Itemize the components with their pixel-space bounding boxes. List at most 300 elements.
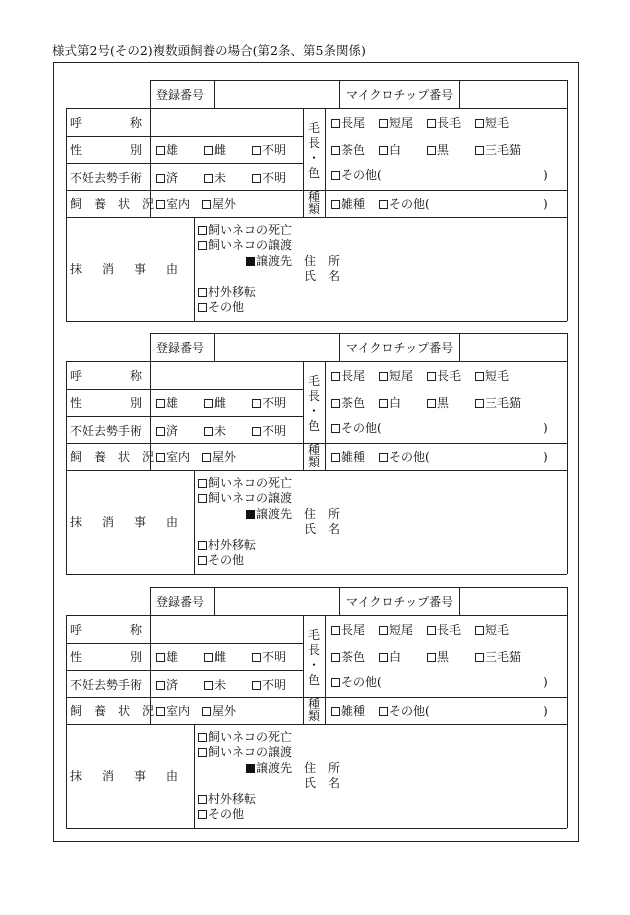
checkbox-icon[interactable] [252, 427, 261, 436]
checkbox-icon[interactable] [379, 200, 388, 209]
checkbox-icon[interactable] [331, 171, 340, 180]
breed-mixed-option[interactable] [331, 197, 365, 211]
registration-number-label: 登録番号 [156, 88, 205, 102]
breed-label-char: 類 [307, 202, 320, 216]
cancellation-reason-label: 抹 消 事 由 [70, 769, 183, 783]
checkbox-label: 短尾 [389, 623, 414, 637]
header-divider [339, 80, 340, 108]
neuter-unknown-option[interactable] [252, 171, 286, 185]
reason-transfer-option[interactable] [198, 745, 292, 759]
reason-other-option[interactable] [198, 553, 244, 567]
checkbox-label: 白 [389, 143, 402, 157]
header-divider [459, 587, 460, 615]
checkbox-icon[interactable] [252, 146, 261, 155]
checkbox-icon[interactable] [475, 626, 484, 635]
cancel-divider [194, 217, 195, 321]
checkbox-icon[interactable] [379, 372, 388, 381]
transfer-name-label: 氏 名 [304, 269, 341, 283]
checkbox-icon[interactable] [198, 494, 207, 503]
name-label: 呼 称 [70, 623, 143, 637]
breed-other-option[interactable] [379, 450, 430, 464]
checkbox-icon[interactable] [379, 399, 388, 408]
checkbox-icon[interactable] [204, 427, 213, 436]
checkbox-icon[interactable] [475, 399, 484, 408]
header-divider [150, 587, 151, 615]
color-black-option[interactable] [427, 650, 449, 664]
checkbox-icon[interactable] [204, 681, 213, 690]
breed-label-char: 類 [307, 455, 320, 469]
checkbox-icon[interactable] [331, 399, 340, 408]
cancel-divider [194, 470, 195, 574]
checkbox-icon[interactable] [156, 200, 165, 209]
checkbox-label: 室内 [166, 704, 191, 718]
long-tail-option[interactable] [331, 116, 365, 130]
short-tail-option[interactable] [379, 369, 413, 383]
breeding-status-label: 飼 養 状 況 [70, 450, 155, 464]
breed-label [307, 444, 321, 468]
header-divider [214, 80, 215, 108]
row-line [66, 136, 303, 137]
checkbox-label: 三毛猫 [485, 143, 522, 157]
neuter-label: 不妊去勢手術 [70, 424, 143, 438]
checkbox-icon[interactable] [331, 200, 340, 209]
breed-label-char: 種 [307, 443, 320, 457]
checkbox-label: 室内 [166, 450, 191, 464]
checkbox-label: その他( [389, 450, 430, 464]
checkbox-icon[interactable] [427, 372, 436, 381]
neuter-done-option[interactable] [156, 678, 178, 692]
reason-moved-out-option[interactable] [198, 538, 256, 552]
neuter-done-option[interactable] [156, 171, 178, 185]
cancellation-reason-label: 抹 消 事 由 [70, 515, 183, 529]
checkbox-label: 雄 [166, 143, 179, 157]
checkbox-label: 短毛 [485, 369, 510, 383]
checkbox-label: 長毛 [437, 623, 462, 637]
checkbox-label: 飼いネコの死亡 [208, 223, 293, 237]
coat-label-char: 毛 [307, 374, 320, 388]
col-line [303, 361, 304, 470]
breed-other-close-paren: ) [543, 704, 548, 718]
bottom-border [66, 828, 567, 829]
left-border [66, 108, 67, 321]
sex-female-option[interactable] [204, 143, 226, 157]
checkbox-label: 済 [166, 171, 179, 185]
short-hair-option[interactable] [475, 116, 509, 130]
checkbox-icon[interactable] [156, 653, 165, 662]
checkbox-icon[interactable] [156, 681, 165, 690]
short-hair-option[interactable] [475, 623, 509, 637]
breed-mixed-option[interactable] [331, 450, 365, 464]
checkbox-label: 雌 [214, 650, 227, 664]
checkbox-label: 村外移転 [208, 285, 257, 299]
registration-number-label: 登録番号 [156, 341, 205, 355]
color-brown-option[interactable] [331, 396, 365, 410]
neuter-label: 不妊去勢手術 [70, 678, 143, 692]
neuter-not-done-option[interactable] [204, 424, 226, 438]
checkbox-label: 雌 [214, 396, 227, 410]
transfer-address-label: 住 所 [304, 254, 341, 268]
reason-death-option[interactable] [198, 476, 292, 490]
breeding-indoor-option[interactable] [156, 197, 190, 211]
row-line [66, 389, 303, 390]
checkbox-icon[interactable] [198, 288, 207, 297]
header-top-line [150, 80, 567, 81]
checkbox-label: 室内 [166, 197, 191, 211]
cancellation-reason-label: 抹 消 事 由 [70, 262, 183, 276]
checkbox-icon[interactable] [202, 453, 211, 462]
checkbox-icon[interactable] [379, 707, 388, 716]
sex-unknown-option[interactable] [252, 396, 286, 410]
long-tail-option[interactable] [331, 623, 365, 637]
checkbox-label: その他( [341, 168, 382, 182]
checkbox-icon[interactable] [331, 146, 340, 155]
checkbox-label: 雑種 [341, 450, 366, 464]
checkbox-icon[interactable] [156, 174, 165, 183]
long-tail-option[interactable] [331, 369, 365, 383]
checkbox-label: 雄 [166, 396, 179, 410]
checkbox-icon[interactable] [475, 119, 484, 128]
checkbox-label: 茶色 [341, 143, 366, 157]
checkbox-icon[interactable] [331, 424, 340, 433]
breed-mixed-option[interactable] [331, 704, 365, 718]
reason-other-option[interactable] [198, 807, 244, 821]
breeding-outdoor-option[interactable] [202, 450, 236, 464]
checkbox-label: 茶色 [341, 650, 366, 664]
row-line [66, 217, 567, 218]
checkbox-label: 不明 [262, 171, 287, 185]
checkbox-label: 黒 [437, 143, 450, 157]
coat-label-char: 長 [307, 643, 320, 657]
checkbox-icon[interactable] [198, 748, 207, 757]
checkbox-icon[interactable] [198, 479, 207, 488]
header-divider [459, 333, 460, 361]
reason-transfer-option[interactable] [198, 238, 292, 252]
checkbox-label: 未 [214, 171, 227, 185]
color-brown-option[interactable] [331, 143, 365, 157]
left-border [66, 615, 67, 828]
transfer-address-label: 住 所 [304, 507, 341, 521]
checkbox-label: 不明 [262, 143, 287, 157]
row-line [66, 163, 303, 164]
sex-male-option[interactable] [156, 143, 178, 157]
checkbox-icon[interactable] [427, 653, 436, 662]
color-other-option[interactable] [331, 421, 382, 435]
checkbox-icon[interactable] [198, 226, 207, 235]
name-label: 呼 称 [70, 116, 143, 130]
sex-label: 性 別 [70, 396, 143, 410]
left-border [66, 361, 67, 574]
breed-label [307, 698, 321, 722]
filled-checkbox-icon[interactable] [246, 257, 255, 266]
coat-label-char: 色 [307, 166, 320, 180]
reason-transfer-option[interactable] [198, 491, 292, 505]
long-hair-option[interactable] [427, 369, 461, 383]
short-hair-option[interactable] [475, 369, 509, 383]
long-hair-option[interactable] [427, 623, 461, 637]
header-divider [214, 333, 215, 361]
bottom-border [66, 321, 567, 322]
checkbox-label: 飼いネコの死亡 [208, 476, 293, 490]
reason-death-option[interactable] [198, 223, 292, 237]
checkbox-label: 屋外 [212, 704, 237, 718]
breed-label [307, 191, 321, 215]
breed-other-close-paren: ) [543, 450, 548, 464]
checkbox-label: 長尾 [341, 623, 366, 637]
checkbox-icon[interactable] [427, 146, 436, 155]
header-divider [339, 587, 340, 615]
sex-unknown-option[interactable] [252, 143, 286, 157]
sex-male-option[interactable] [156, 650, 178, 664]
header-bottom-line [66, 615, 567, 616]
checkbox-icon[interactable] [204, 174, 213, 183]
breed-label-char: 種 [307, 697, 320, 711]
checkbox-icon[interactable] [331, 626, 340, 635]
coat-label-char: 長 [307, 389, 320, 403]
checkbox-label: 不明 [262, 424, 287, 438]
header-top-line [150, 587, 567, 588]
header-divider [459, 80, 460, 108]
breeding-status-label: 飼 養 状 況 [70, 197, 155, 211]
checkbox-icon[interactable] [427, 399, 436, 408]
row-line [66, 416, 303, 417]
checkbox-label: 三毛猫 [485, 650, 522, 664]
checkbox-icon[interactable] [198, 810, 207, 819]
checkbox-icon[interactable] [331, 119, 340, 128]
color-black-option[interactable] [427, 143, 449, 157]
checkbox-icon[interactable] [379, 146, 388, 155]
short-tail-option[interactable] [379, 623, 413, 637]
color-calico-option[interactable] [475, 143, 521, 157]
neuter-unknown-option[interactable] [252, 678, 286, 692]
microchip-number-label: マイクロチップ番号 [346, 595, 454, 609]
sex-female-option[interactable] [204, 396, 226, 410]
checkbox-label: 屋外 [212, 450, 237, 464]
breed-other-close-paren: ) [543, 197, 548, 211]
neuter-unknown-option[interactable] [252, 424, 286, 438]
checkbox-icon[interactable] [475, 372, 484, 381]
checkbox-label: 白 [389, 396, 402, 410]
checkbox-icon[interactable] [252, 681, 261, 690]
color-other-close-paren: ) [543, 168, 548, 182]
checkbox-label: その他 [208, 300, 245, 314]
reason-death-option[interactable] [198, 730, 292, 744]
checkbox-label: 三毛猫 [485, 396, 522, 410]
header-divider [339, 333, 340, 361]
coat-label-char: ・ [307, 404, 320, 418]
header-bottom-line [66, 361, 567, 362]
color-white-option[interactable] [379, 396, 401, 410]
breed-label-char: 類 [307, 709, 320, 723]
row-line [66, 670, 303, 671]
coat-label-char: 色 [307, 673, 320, 687]
short-tail-option[interactable] [379, 116, 413, 130]
checkbox-label: 村外移転 [208, 538, 257, 552]
breeding-indoor-option[interactable] [156, 450, 190, 464]
checkbox-icon[interactable] [252, 174, 261, 183]
checkbox-icon[interactable] [331, 372, 340, 381]
checkbox-icon[interactable] [379, 653, 388, 662]
checkbox-icon[interactable] [331, 653, 340, 662]
row-line [66, 470, 567, 471]
checkbox-icon[interactable] [156, 427, 165, 436]
coat-label-char: 毛 [307, 121, 320, 135]
checkbox-label: 雑種 [341, 197, 366, 211]
color-other-close-paren: ) [543, 675, 548, 689]
checkbox-icon[interactable] [156, 399, 165, 408]
transfer-to-option[interactable] [246, 761, 292, 775]
checkbox-icon[interactable] [331, 453, 340, 462]
checkbox-label: 村外移転 [208, 792, 257, 806]
checkbox-label: 雑種 [341, 704, 366, 718]
checkbox-icon[interactable] [379, 626, 388, 635]
coat-label-char: 色 [307, 419, 320, 433]
filled-checkbox-icon[interactable] [246, 510, 255, 519]
checkbox-icon[interactable] [427, 119, 436, 128]
color-calico-option[interactable] [475, 396, 521, 410]
checkbox-icon[interactable] [198, 303, 207, 312]
transfer-to-option[interactable] [246, 507, 292, 521]
sex-label: 性 別 [70, 143, 143, 157]
cat-record-block [66, 333, 567, 574]
coat-length-color-label [307, 374, 321, 434]
checkbox-icon[interactable] [331, 678, 340, 687]
breed-label-char: 種 [307, 190, 320, 204]
checkbox-label: 飼いネコの譲渡 [208, 745, 293, 759]
col-line [325, 361, 326, 470]
checkbox-icon[interactable] [204, 146, 213, 155]
checkbox-label: 雌 [214, 143, 227, 157]
checkbox-icon[interactable] [198, 556, 207, 565]
breeding-outdoor-option[interactable] [202, 704, 236, 718]
neuter-done-option[interactable] [156, 424, 178, 438]
checkbox-label: 不明 [262, 396, 287, 410]
checkbox-label: 黒 [437, 650, 450, 664]
color-white-option[interactable] [379, 650, 401, 664]
checkbox-label: 譲渡先 [256, 761, 293, 775]
checkbox-label: 飼いネコの譲渡 [208, 491, 293, 505]
color-brown-option[interactable] [331, 650, 365, 664]
long-hair-option[interactable] [427, 116, 461, 130]
neuter-label: 不妊去勢手術 [70, 171, 143, 185]
checkbox-label: その他( [389, 704, 430, 718]
checkbox-label: 譲渡先 [256, 254, 293, 268]
checkbox-label: 短毛 [485, 623, 510, 637]
checkbox-icon[interactable] [204, 399, 213, 408]
breeding-status-label: 飼 養 状 況 [70, 704, 155, 718]
reason-moved-out-option[interactable] [198, 792, 256, 806]
checkbox-label: 未 [214, 678, 227, 692]
checkbox-icon[interactable] [379, 119, 388, 128]
checkbox-label: 白 [389, 650, 402, 664]
filled-checkbox-icon[interactable] [246, 764, 255, 773]
coat-label-char: 毛 [307, 628, 320, 642]
checkbox-icon[interactable] [427, 626, 436, 635]
registration-number-label: 登録番号 [156, 595, 205, 609]
sex-female-option[interactable] [204, 650, 226, 664]
sex-unknown-option[interactable] [252, 650, 286, 664]
reason-other-option[interactable] [198, 300, 244, 314]
color-other-option[interactable] [331, 675, 382, 689]
breeding-outdoor-option[interactable] [202, 197, 236, 211]
color-black-option[interactable] [427, 396, 449, 410]
checkbox-icon[interactable] [202, 200, 211, 209]
checkbox-label: 済 [166, 424, 179, 438]
checkbox-label: 黒 [437, 396, 450, 410]
checkbox-icon[interactable] [156, 146, 165, 155]
checkbox-icon[interactable] [475, 653, 484, 662]
checkbox-label: その他( [341, 675, 382, 689]
col-line [325, 108, 326, 217]
checkbox-icon[interactable] [379, 453, 388, 462]
header-top-line [150, 333, 567, 334]
checkbox-icon[interactable] [252, 399, 261, 408]
cancel-divider [194, 724, 195, 828]
checkbox-label: 長尾 [341, 116, 366, 130]
coat-label-char: ・ [307, 151, 320, 165]
cat-record-block [66, 587, 567, 828]
header-divider [150, 80, 151, 108]
breed-other-option[interactable] [379, 704, 430, 718]
breeding-indoor-option[interactable] [156, 704, 190, 718]
transfer-name-label: 氏 名 [304, 776, 341, 790]
checkbox-label: その他( [389, 197, 430, 211]
checkbox-label: 長尾 [341, 369, 366, 383]
checkbox-icon[interactable] [204, 653, 213, 662]
transfer-address-label: 住 所 [304, 761, 341, 775]
checkbox-label: 飼いネコの死亡 [208, 730, 293, 744]
checkbox-icon[interactable] [156, 453, 165, 462]
col-line [325, 615, 326, 724]
checkbox-label: 短毛 [485, 116, 510, 130]
checkbox-icon[interactable] [198, 541, 207, 550]
checkbox-label: その他( [341, 421, 382, 435]
checkbox-icon[interactable] [156, 707, 165, 716]
color-calico-option[interactable] [475, 650, 521, 664]
right-border [567, 80, 568, 321]
checkbox-icon[interactable] [198, 733, 207, 742]
checkbox-label: 短尾 [389, 116, 414, 130]
transfer-name-label: 氏 名 [304, 522, 341, 536]
checkbox-label: 短尾 [389, 369, 414, 383]
name-label: 呼 称 [70, 369, 143, 383]
color-other-option[interactable] [331, 168, 382, 182]
checkbox-icon[interactable] [198, 795, 207, 804]
sex-male-option[interactable] [156, 396, 178, 410]
neuter-not-done-option[interactable] [204, 171, 226, 185]
breed-other-option[interactable] [379, 197, 430, 211]
checkbox-label: 譲渡先 [256, 507, 293, 521]
color-other-close-paren: ) [543, 421, 548, 435]
checkbox-label: その他 [208, 807, 245, 821]
checkbox-icon[interactable] [202, 707, 211, 716]
checkbox-icon[interactable] [198, 241, 207, 250]
reason-moved-out-option[interactable] [198, 285, 256, 299]
header-bottom-line [66, 108, 567, 109]
checkbox-icon[interactable] [331, 707, 340, 716]
checkbox-label: 長毛 [437, 116, 462, 130]
transfer-to-option[interactable] [246, 254, 292, 268]
color-white-option[interactable] [379, 143, 401, 157]
coat-label-char: ・ [307, 658, 320, 672]
row-line [66, 643, 303, 644]
checkbox-icon[interactable] [475, 146, 484, 155]
checkbox-icon[interactable] [252, 653, 261, 662]
checkbox-label: 不明 [262, 678, 287, 692]
checkbox-label: 不明 [262, 650, 287, 664]
row-line [66, 724, 567, 725]
header-divider [150, 333, 151, 361]
neuter-not-done-option[interactable] [204, 678, 226, 692]
